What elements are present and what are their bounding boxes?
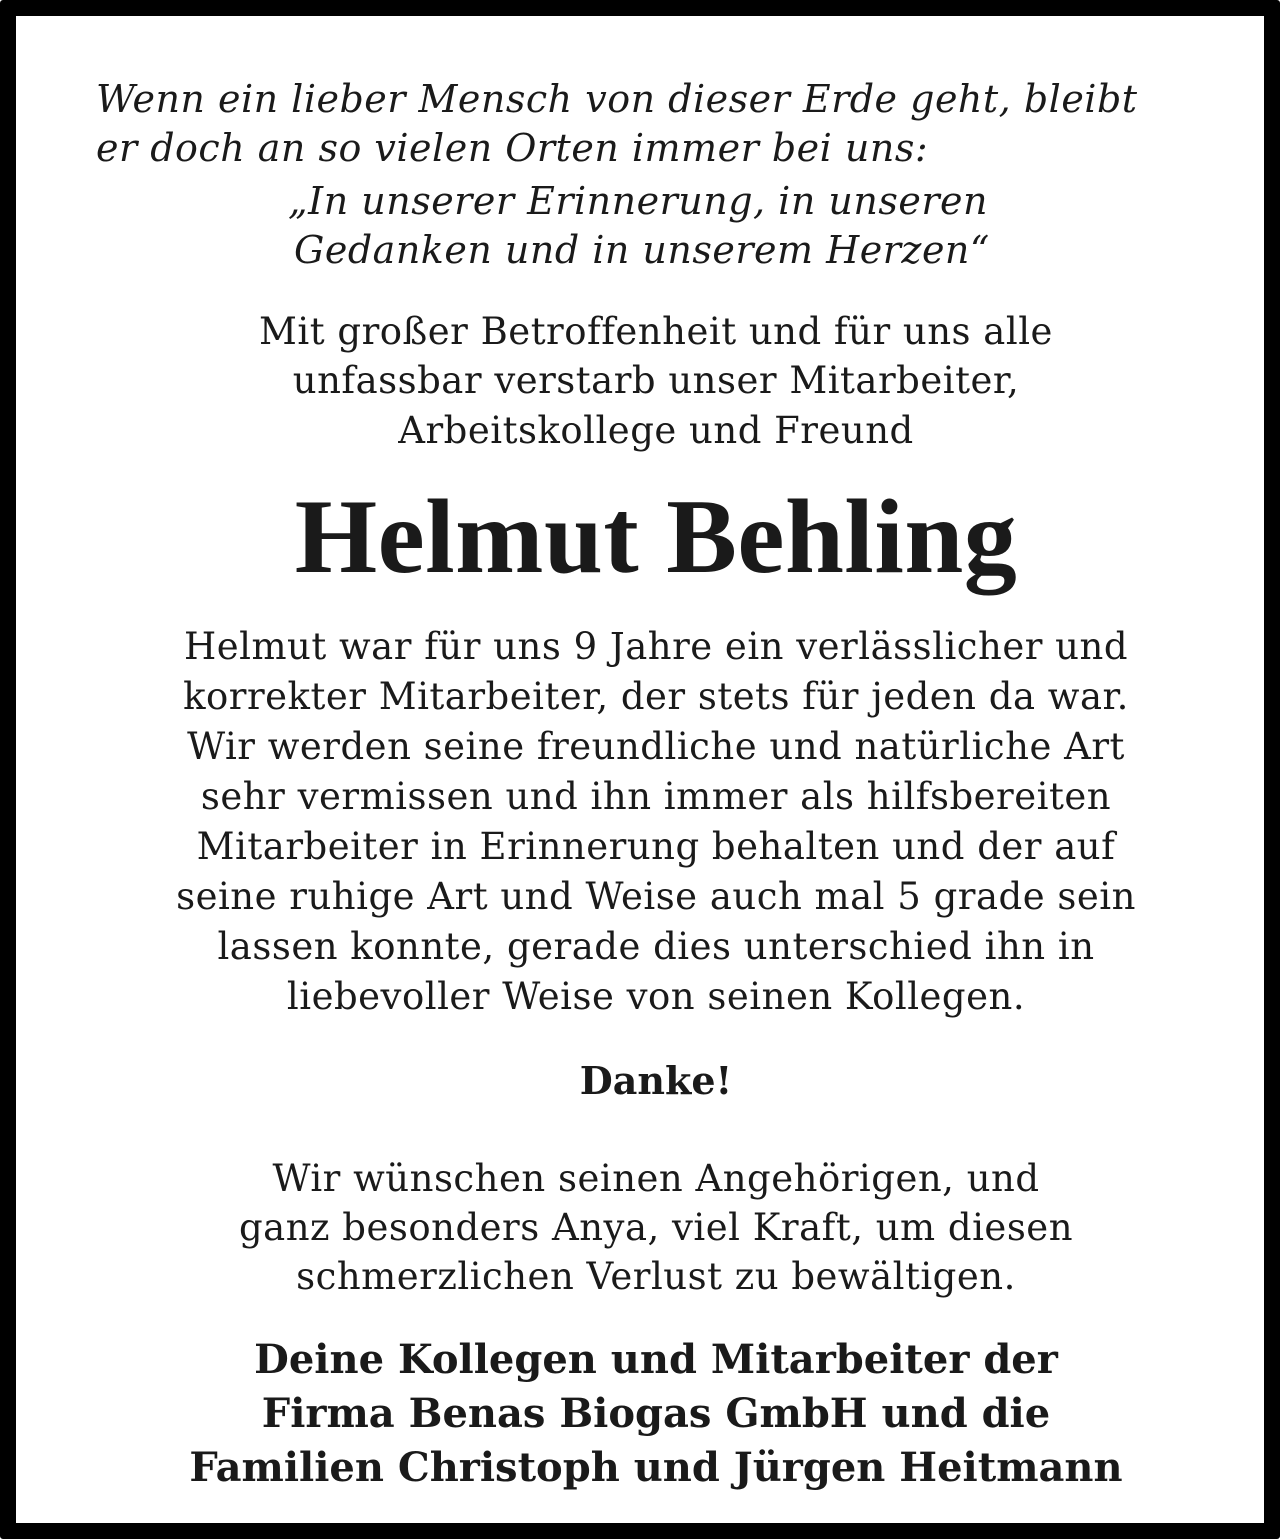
deceased-name: Helmut Behling <box>294 478 1018 595</box>
intro-line-3: Arbeitskollege und Freund <box>398 409 914 452</box>
tribute-line: lassen konnte, gerade dies unterschied ihn in <box>217 925 1095 968</box>
thanks-heading: Danke! <box>579 1058 733 1103</box>
intro-line-2: unfassbar verstarb unser Mitarbeiter, <box>292 359 1020 402</box>
tribute-line: Mitarbeiter in Erinnerung behalten und der auf <box>196 825 1116 868</box>
condolence-line: ganz besonders Anya, viel Kraft, um diesen <box>238 1206 1074 1249</box>
tribute-line: liebevoller Weise von seinen Kollegen. <box>286 975 1026 1018</box>
tribute-line: Wir werden seine freundliche und natürliche Art <box>187 725 1125 768</box>
tribute-line: korrekter Mitarbeiter, der stets für jeden da war. <box>183 675 1129 718</box>
motto-line-4: Gedanken und in unserem Herzen“ <box>294 228 990 272</box>
tribute-line: sehr vermissen und ihn immer als hilfsbereiten <box>200 775 1112 818</box>
tribute-line: seine ruhige Art und Weise auch mal 5 grade sein <box>176 875 1136 918</box>
motto-line-3: „In unserer Erinnerung, in unseren <box>288 179 988 223</box>
signature-line: Familien Christoph und Jürgen Heitmann <box>189 1444 1123 1491</box>
tribute-line: Helmut war für uns 9 Jahre ein verlässlicher und <box>183 625 1129 668</box>
motto-line-1: Wenn ein lieber Mensch von dieser Erde geht, bleibt <box>96 77 1138 121</box>
signature-line: Deine Kollegen und Mitarbeiter der <box>254 1336 1058 1383</box>
motto-line-2: er doch an so vielen Orten immer bei uns: <box>96 126 929 170</box>
signature-line: Firma Benas Biogas GmbH und die <box>261 1390 1051 1437</box>
intro-line-1: Mit großer Betroffenheit und für uns alle <box>259 310 1053 353</box>
condolence-line: Wir wünschen seinen Angehörigen, und <box>272 1157 1040 1200</box>
condolence-line: schmerzlichen Verlust zu bewältigen. <box>296 1255 1016 1298</box>
